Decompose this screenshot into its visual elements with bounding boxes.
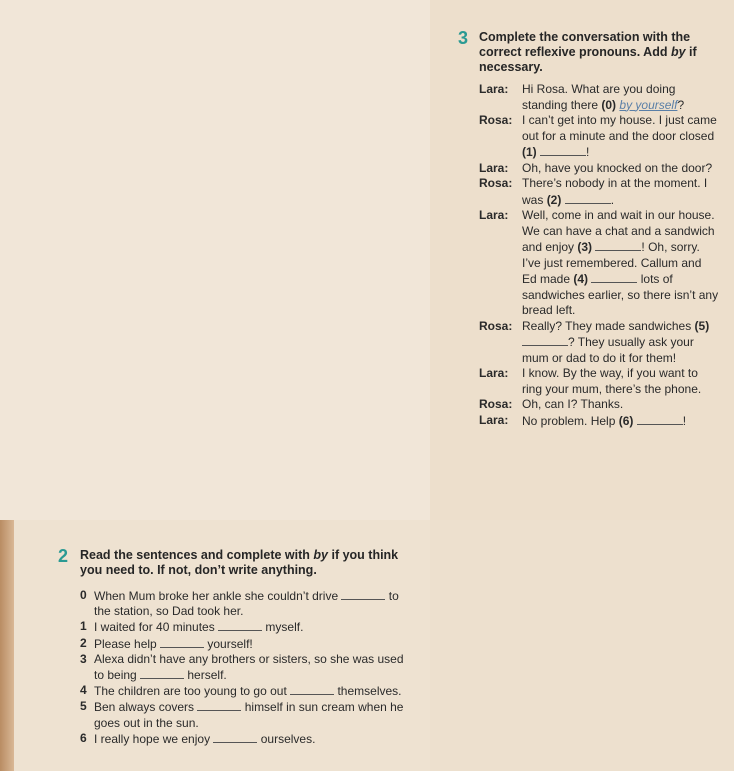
gap-number: (6) xyxy=(618,413,634,428)
answer-blank[interactable] xyxy=(218,619,262,631)
item-text: I really hope we enjoy ourselves. xyxy=(94,731,316,746)
conversation-line xyxy=(479,176,719,208)
line-text: I know. By the way, if you want to ring your mum, there’s the phone. xyxy=(522,366,702,396)
answer-blank[interactable] xyxy=(591,271,637,283)
item-number: 3 xyxy=(80,651,87,666)
exercise-3-heading-part2: if necessary. xyxy=(479,45,697,74)
answer-blank[interactable] xyxy=(595,239,641,251)
item-number: 5 xyxy=(80,699,87,714)
speaker-label: Rosa: xyxy=(479,176,513,190)
conversation xyxy=(479,82,719,429)
gap-number: (2) xyxy=(546,192,562,207)
answer-blank[interactable] xyxy=(160,636,204,648)
item-number: 4 xyxy=(80,683,87,698)
speaker-label: Lara: xyxy=(479,160,509,175)
conversation-line xyxy=(479,397,719,413)
gap-number: (5) xyxy=(694,318,710,333)
conversation-line xyxy=(479,319,719,367)
exercise-item xyxy=(80,636,410,652)
gap-number: (3) xyxy=(577,240,593,254)
exercise-2-number: 2 xyxy=(58,546,69,566)
line-text: Hi Rosa. What are you doing standing there (0) by yourself? xyxy=(522,82,685,112)
item-text: Alexa didn’t have any brothers or sisters, so she was used to being herself. xyxy=(94,651,404,683)
speaker-label: Lara: xyxy=(479,412,509,427)
item-number: 0 xyxy=(80,588,87,602)
answer-blank[interactable] xyxy=(140,667,184,679)
conversation-line xyxy=(479,161,719,177)
gap-number: (4) xyxy=(573,272,589,286)
conversation-line xyxy=(479,82,719,113)
answer-blank[interactable] xyxy=(290,683,334,695)
exercise-item xyxy=(80,652,410,683)
speaker-label: Lara: xyxy=(479,82,509,96)
example-answer: by yourself xyxy=(619,97,678,112)
item-text: Ben always covers himself in sun cream when he goes out in the sun. xyxy=(94,700,404,730)
answer-blank[interactable] xyxy=(522,334,568,346)
answer-blank[interactable] xyxy=(565,192,611,204)
exercise-2-heading-part2: if you think you need to. If not, don’t write anything. xyxy=(80,548,399,577)
gap-number: (1) xyxy=(522,145,537,159)
line-text: Oh, can I? Thanks. xyxy=(522,397,624,411)
speaker-label: Rosa: xyxy=(479,397,513,411)
conversation-line xyxy=(479,208,719,319)
book-spine xyxy=(0,520,14,771)
exercise-item xyxy=(80,699,410,730)
exercise-item xyxy=(80,588,410,619)
exercise-item xyxy=(80,731,410,747)
item-number: 2 xyxy=(80,635,87,650)
exercise-item xyxy=(80,619,410,635)
answer-blank[interactable] xyxy=(197,699,241,711)
answer-blank[interactable] xyxy=(637,413,683,425)
item-text: When Mum broke her ankle she couldn’t drive to the station, so Dad took her. xyxy=(94,589,399,619)
exercise-2-heading-by: by xyxy=(313,548,328,562)
item-number: 1 xyxy=(80,619,87,634)
exercise-3-heading xyxy=(479,30,714,75)
item-text: Please help yourself! xyxy=(94,636,253,651)
line-text: Really? They made sandwiches (5) ? They usually ask your mum or dad to do it for them! xyxy=(522,318,710,365)
line-text: No problem. Help (6) ! xyxy=(522,413,687,428)
exercise-2-heading-part1: Read the sentences and complete with xyxy=(80,548,314,562)
item-text: The children are too young to go out themselves. xyxy=(94,684,402,699)
item-text: I waited for 40 minutes myself. xyxy=(94,620,304,635)
speaker-label: Lara: xyxy=(479,366,509,380)
conversation-line xyxy=(479,113,719,161)
line-text: Oh, have you knocked on the door? xyxy=(522,160,713,175)
speaker-label: Rosa: xyxy=(479,113,513,127)
line-text: I can’t get into my house. I just came out for a minute and the door closed (1) ! xyxy=(522,113,717,159)
answer-blank[interactable] xyxy=(213,731,257,743)
line-text: Well, come in and wait in our house. We can have a chat and a sandwich and enjoy (3) ! Oh, sorry. I’ve just remembered. Callum and Ed made (4) lots of sandwiches earlier, so there isn’t any bread left. xyxy=(522,208,719,317)
answer-blank[interactable] xyxy=(341,588,385,600)
conversation-line xyxy=(479,413,719,430)
speaker-label: Lara: xyxy=(479,208,509,222)
exercise-2-heading xyxy=(80,548,410,578)
speaker-label: Rosa: xyxy=(479,318,513,333)
gap-number: (0) xyxy=(601,97,617,112)
exercise-3-heading-by: by xyxy=(670,45,686,59)
conversation-line xyxy=(479,366,719,397)
answer-blank[interactable] xyxy=(540,144,586,156)
exercise-3-heading-part1: Complete the conversation with the correct reflexive pronouns. Add xyxy=(479,30,691,59)
line-text: There’s nobody in at the moment. I was (2) . xyxy=(522,176,708,207)
item-number: 6 xyxy=(80,730,87,745)
exercise-2-items xyxy=(80,588,410,747)
exercise-3-number: 3 xyxy=(458,28,469,48)
exercise-item xyxy=(80,683,410,699)
